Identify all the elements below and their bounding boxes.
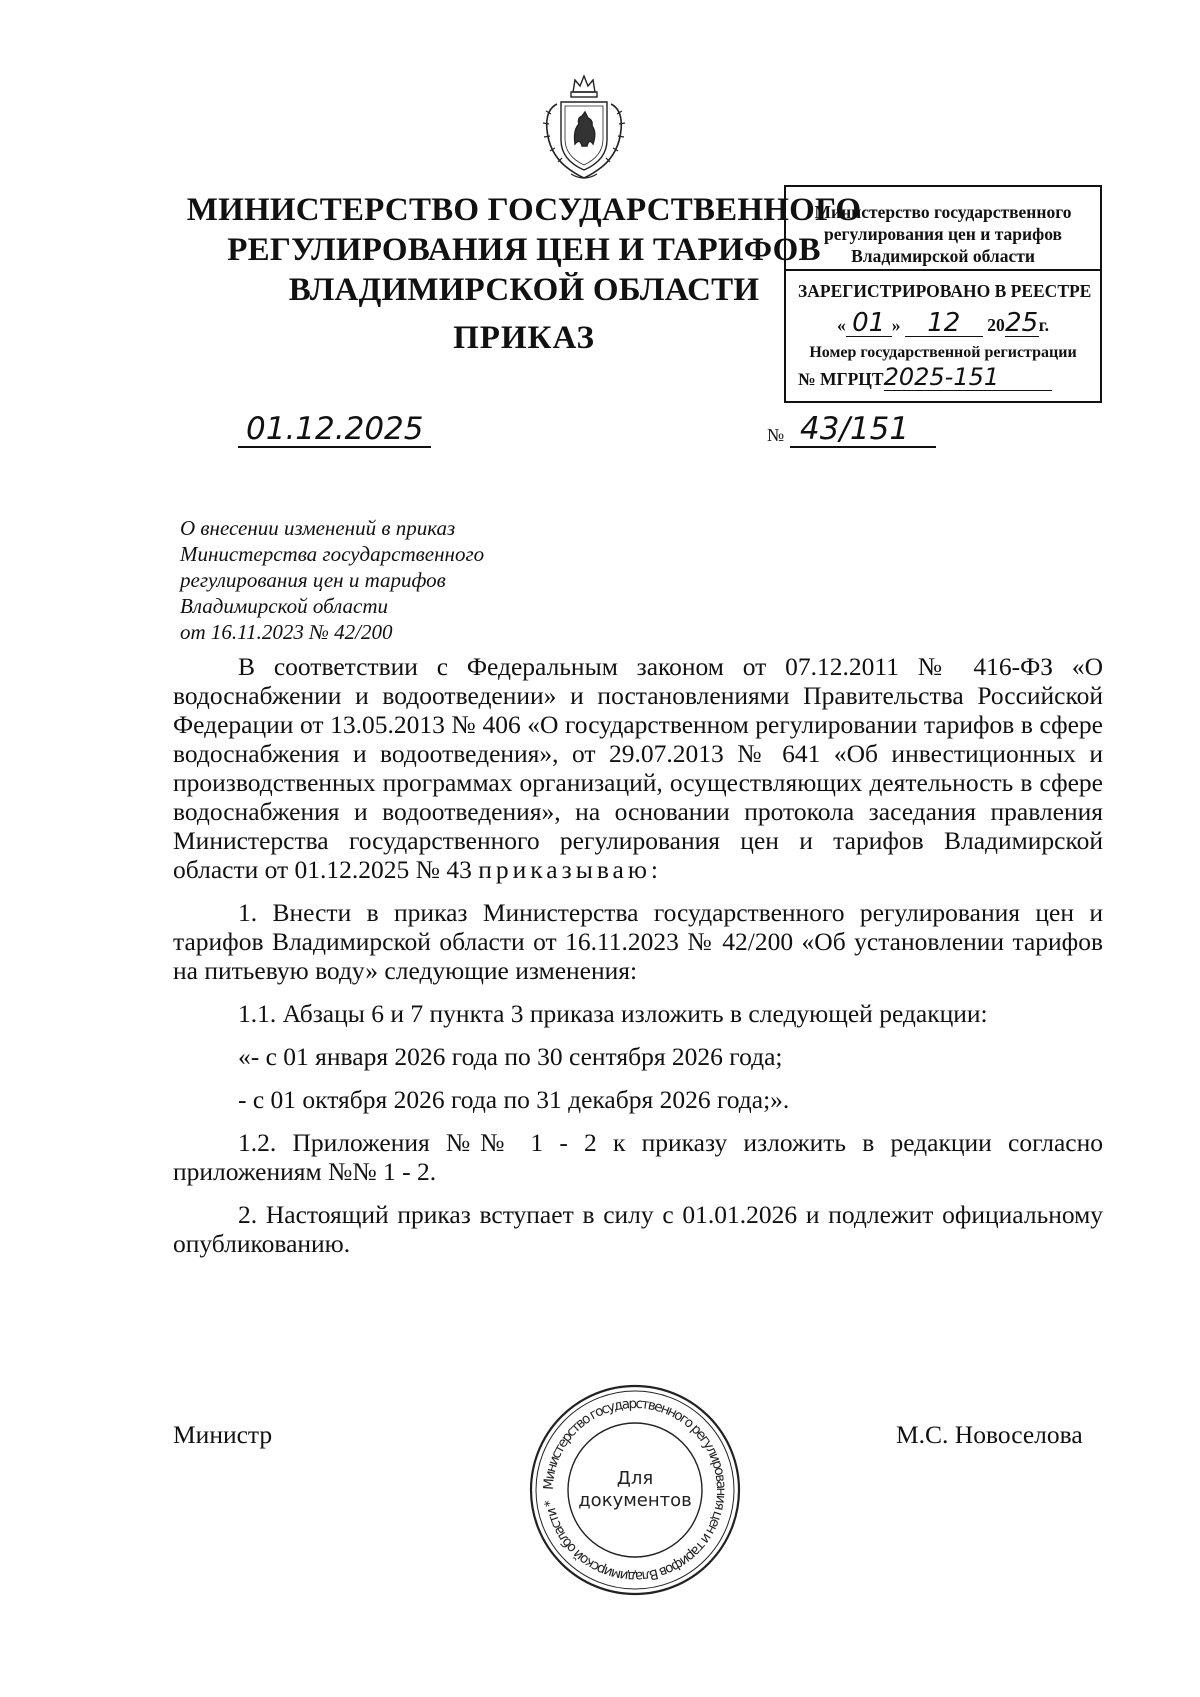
paragraph-item-1: 1. Внести в приказ Министерства государственного регулирования цен и тарифов Владимирской области от 16.11.2023 № 42/200 «Об установлении тарифов на питьевую воду» следующие изменения: (173, 898, 1103, 985)
paragraph-item-1-2: 1.2. Приложения №№ 1 - 2 к приказу изложить в редакции согласно приложениям №№ 1 - 2. (173, 1128, 1103, 1186)
registration-stamp-ministry: Министерство государственного регулирования цен и тарифов Владимирской области (786, 187, 1100, 271)
order-verb: приказываю: (478, 855, 662, 884)
registration-stamp-registered: ЗАРЕГИСТРИРОВАНО В РЕЕСТРЕ (798, 281, 1092, 301)
ministry-title-line2: РЕГУЛИРОВАНИЯ ЦЕН И ТАРИФОВ (227, 232, 821, 268)
signer-name: М.С. Новоселова (896, 1420, 1083, 1449)
coat-of-arms-emblem (535, 74, 633, 184)
paragraph-item-1-1: 1.1. Абзацы 6 и 7 пункта 3 приказа изложить в следующей редакции: (238, 999, 988, 1028)
registration-number-value: 2025-151 (884, 364, 1052, 391)
order-date: 01.12.2025 (238, 412, 431, 448)
registration-month: 12 (905, 310, 983, 337)
order-body (173, 652, 1103, 1258)
registration-year-suffix: 25 (1005, 308, 1039, 338)
seal-ring-textpath: Министерство государственного регулирования цен и тарифов Владимирской области * (540, 1395, 730, 1585)
registration-day: 01 (846, 310, 892, 337)
document-type: ПРИКАЗ (453, 320, 595, 356)
registration-date: « 01 » 12 2025г. (836, 308, 1050, 338)
signer-position: Министр (173, 1420, 273, 1449)
registration-year-prefix: 20 (987, 315, 1005, 335)
paragraph-quote-2: - с 01 октября 2026 года по 31 декабря 2026 года;». (238, 1085, 790, 1114)
paragraph-quote-1: «- с 01 января 2026 года по 30 сентября 2026 года; (238, 1042, 783, 1071)
ministry-title-line3: ВЛАДИМИРСКОЙ ОБЛАСТИ (288, 272, 760, 308)
order-number-label: № (767, 425, 785, 445)
registration-number: № МГРЦТ2025-151 (786, 364, 1100, 391)
order-number: 43/151 (790, 412, 936, 448)
paragraph-preamble: В соответствии с Федеральным законом от 07.12.2011 № 416-ФЗ «О водоснабжении и водоотведении» и постановлениями Правительства Российской Федерации от 13.05.2013 № 406 «О государственном регулировании тарифов в сфере водоснабжения и водоотведения», от 29.07.2013 № 641 «Об инвестиционных и производственных программах организаций, осуществляющих деятельность в сфере водоснабжения и водоотведения», на основании протокола заседания правления Министерства государственного регулирования цен и тарифов Владимирской области от 01.12.2025 № 43 приказываю: (173, 652, 1103, 884)
seal-center-line1: Для (616, 1468, 654, 1489)
registration-number-label: Номер государственной регистрации (809, 344, 1077, 361)
registration-year-unit: г. (1038, 315, 1050, 335)
registration-stamp (784, 185, 1102, 403)
order-subject: О внесении изменений в приказ Министерства государственного регулирования цен и тарифов Владимирской области от 16.11.2023 № 42/200 (180, 516, 485, 644)
round-seal (527, 1382, 743, 1598)
paragraph-item-2: 2. Настоящий приказ вступает в силу с 01.01.2026 и подлежит официальному опубликованию. (173, 1200, 1103, 1258)
ministry-title-line1: МИНИСТЕРСТВО ГОСУДАРСТВЕННОГО (186, 192, 862, 228)
seal-center-line2: документов (578, 1490, 692, 1511)
